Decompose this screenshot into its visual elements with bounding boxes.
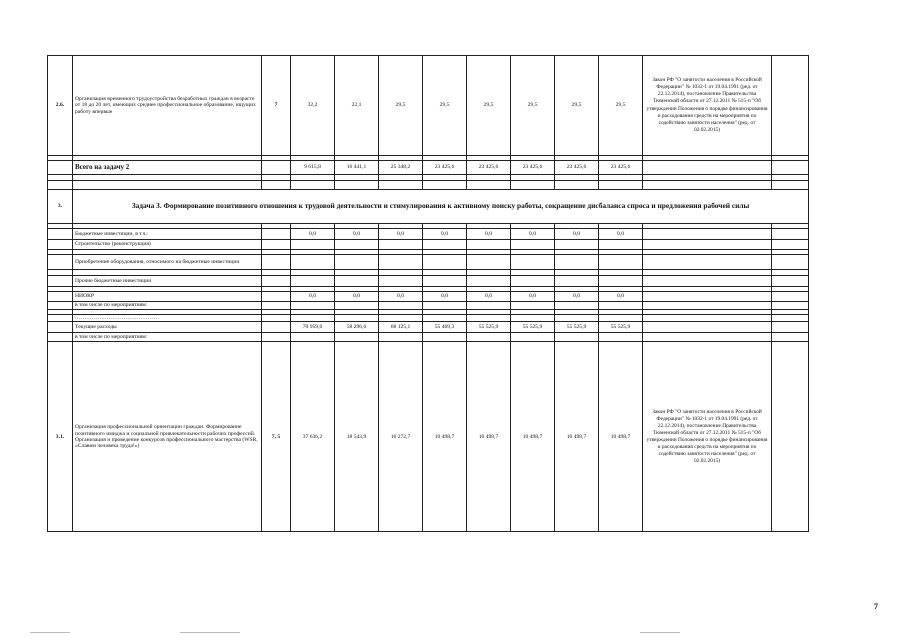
indicator-code-cell (262, 315, 291, 322)
value-cell: 10 498,7 (423, 342, 467, 532)
value-cell (291, 240, 335, 250)
table-row-other_inv (48, 276, 809, 287)
value-cell: 58 296,6 (335, 322, 379, 333)
value-cell: 55 525,9 (555, 322, 599, 333)
value-cell: 0,0 (511, 229, 555, 240)
table-row-construction (48, 240, 809, 250)
value-cell (335, 255, 379, 270)
indicator-code-cell (262, 161, 291, 175)
value-cell (291, 333, 335, 342)
row-number-cell (48, 322, 73, 333)
value-cell: 10 498,7 (467, 342, 511, 532)
empty-cell (291, 181, 335, 190)
legal-basis-cell (643, 229, 772, 240)
value-cell (467, 276, 511, 287)
row-label-cell: Текущие расходы (73, 322, 262, 333)
row-number-cell: 3. (48, 190, 73, 224)
value-cell (379, 276, 423, 287)
row-number-cell (48, 161, 73, 175)
table-row-r31 (48, 342, 809, 532)
value-cell: 10 498,7 (511, 342, 555, 532)
value-cell: 10 498,7 (599, 342, 643, 532)
row-number-cell: 2.6. (48, 56, 73, 156)
value-cell (599, 333, 643, 342)
value-cell (467, 333, 511, 342)
row-label-cell: Организация временного трудоустройства безработных граждан в возрасте от 18 до 20 лет, имеющих среднее профессиональное образование, ищущих работу впервые (73, 56, 262, 156)
note-cell (772, 229, 809, 240)
legal-basis-cell (643, 161, 772, 175)
value-cell: 22,1 (335, 56, 379, 156)
value-cell: 23 425,6 (555, 161, 599, 175)
note-cell (772, 322, 809, 333)
value-cell (335, 315, 379, 322)
value-cell: 23 425,6 (511, 161, 555, 175)
value-cell (423, 276, 467, 287)
value-cell (467, 255, 511, 270)
value-cell (599, 302, 643, 310)
value-cell (291, 255, 335, 270)
note-cell (772, 333, 809, 342)
row-label-cell: НИОКР (73, 292, 262, 302)
value-cell (555, 276, 599, 287)
value-cell (423, 333, 467, 342)
value-cell: 70 959,0 (291, 322, 335, 333)
value-cell (423, 302, 467, 310)
empty-cell (423, 181, 467, 190)
value-cell (555, 302, 599, 310)
empty-cell (555, 181, 599, 190)
indicator-code-cell (262, 229, 291, 240)
scan-edge-line (180, 632, 240, 633)
indicator-code-cell (262, 240, 291, 250)
value-cell (511, 276, 555, 287)
program-table (47, 55, 809, 532)
legal-basis-cell: Закон РФ "О занятости населения в Российской Федерации" № 1032-1 от 19.04.1991 (ред. от 22.12.2014), постановление Правительства Тюменской области от 27.12.2011 № 515-п "Об утверждении Положения о порядке финансирования и расходования средств на мероприятия по содействию занятости населения" (ред. от 02.02.2015) (643, 56, 772, 156)
value-cell (291, 302, 335, 310)
value-cell (555, 333, 599, 342)
indicator-code-cell: 7, 5 (262, 342, 291, 532)
note-cell (772, 276, 809, 287)
indicator-code-cell: 7 (262, 56, 291, 156)
scan-edge-line (30, 632, 70, 633)
legal-basis-cell (643, 315, 772, 322)
row-number-cell (48, 292, 73, 302)
value-cell (599, 240, 643, 250)
value-cell (555, 255, 599, 270)
value-cell (511, 302, 555, 310)
value-cell: 37 636,2 (291, 342, 335, 532)
value-cell (335, 333, 379, 342)
row-label-cell: Организация профессиональной ориентации граждан. Формирование позитивного имиджа и социальной привлекательности рабочих профессий. Организация и проведение конкурсов профессионального мастерства (WSR, «Славим человека труда!») (73, 342, 262, 532)
note-cell (772, 342, 809, 532)
value-cell: 0,0 (335, 229, 379, 240)
empty-cell (335, 181, 379, 190)
table-row-equipment (48, 255, 809, 270)
row-label-cell: в том числе по мероприятиям: (73, 333, 262, 342)
value-cell (379, 302, 423, 310)
note-cell (772, 302, 809, 310)
value-cell (291, 276, 335, 287)
row-label-cell: в том числе по мероприятиям: (73, 302, 262, 310)
legal-basis-cell (643, 255, 772, 270)
value-cell: 0,0 (423, 292, 467, 302)
value-cell: 0,0 (599, 292, 643, 302)
value-cell (511, 315, 555, 322)
empty-cell (467, 181, 511, 190)
legal-basis-cell (643, 322, 772, 333)
value-cell (423, 255, 467, 270)
indicator-code-cell (262, 302, 291, 310)
value-cell: 55 525,9 (599, 322, 643, 333)
value-cell: 0,0 (379, 229, 423, 240)
value-cell: 29,5 (467, 56, 511, 156)
value-cell (555, 315, 599, 322)
value-cell: 16 272,7 (379, 342, 423, 532)
value-cell: 25 348,2 (379, 161, 423, 175)
value-cell (379, 333, 423, 342)
row-number-cell (48, 276, 73, 287)
value-cell (379, 255, 423, 270)
task-heading-cell: Задача 3. Формирование позитивного отношения к трудовой деятельности и стимулирования к активному поиску работы, сокращение дисбаланса спроса и предложения рабочей силы (73, 190, 809, 224)
value-cell: 29,5 (379, 56, 423, 156)
empty-cell (772, 181, 809, 190)
value-cell (467, 302, 511, 310)
table-row-r26 (48, 56, 809, 156)
row-label-cell: Бюджетные инвестиции, в т.ч.: (73, 229, 262, 240)
scan-edge-line (640, 632, 680, 633)
value-cell: 0,0 (335, 292, 379, 302)
value-cell: 55 525,9 (467, 322, 511, 333)
value-cell (467, 315, 511, 322)
value-cell: 29,5 (599, 56, 643, 156)
value-cell: 55 525,9 (511, 322, 555, 333)
row-number-cell (48, 255, 73, 270)
legal-basis-cell: Закон РФ "О занятости населения в Российской Федерации" № 1032-1 от 19.04.1991 (ред. от 22.12.2014), постановление Правительства Тюменской области от 27.12.2011 № 515-п "Об утверждении Положения о порядке финансирования и расходования средств на мероприятия по содействию занятости населения" (ред. от 02.02.2015) (643, 342, 772, 532)
legal-basis-cell (643, 302, 772, 310)
row-label-cell: Строительство (реконструкция) (73, 240, 262, 250)
value-cell (379, 240, 423, 250)
table-row-budget (48, 229, 809, 240)
note-cell (772, 292, 809, 302)
value-cell (555, 240, 599, 250)
value-cell: 10 498,7 (555, 342, 599, 532)
value-cell: 0,0 (467, 292, 511, 302)
indicator-code-cell (262, 255, 291, 270)
value-cell (599, 276, 643, 287)
value-cell (335, 302, 379, 310)
program-table-page (47, 55, 808, 577)
table-row-niokr (48, 292, 809, 302)
value-cell: 32,2 (291, 56, 335, 156)
table-row-empty (48, 181, 809, 190)
value-cell: 0,0 (379, 292, 423, 302)
table-row-total2 (48, 161, 809, 175)
legal-basis-cell (643, 333, 772, 342)
value-cell (467, 240, 511, 250)
row-number-cell (48, 240, 73, 250)
value-cell: 0,0 (291, 292, 335, 302)
row-number-cell (48, 302, 73, 310)
value-cell: 23 425,6 (599, 161, 643, 175)
legal-basis-cell (643, 276, 772, 287)
empty-cell (599, 181, 643, 190)
empty-cell (48, 181, 73, 190)
empty-cell (262, 181, 291, 190)
value-cell: 16 441,1 (335, 161, 379, 175)
value-cell (423, 240, 467, 250)
value-cell: 0,0 (555, 292, 599, 302)
indicator-code-cell (262, 333, 291, 342)
indicator-code-cell (262, 322, 291, 333)
value-cell: 55 469,3 (423, 322, 467, 333)
value-cell (511, 240, 555, 250)
row-number-cell (48, 315, 73, 322)
note-cell (772, 240, 809, 250)
value-cell: 0,0 (599, 229, 643, 240)
indicator-code-cell (262, 292, 291, 302)
row-label-cell: Приобретение оборудования, относимого на бюджетные инвестиции (73, 255, 262, 270)
value-cell: 0,0 (511, 292, 555, 302)
value-cell: 68 125,1 (379, 322, 423, 333)
row-label-cell: Всего на задачу 2 (73, 161, 262, 175)
table-row-dots (48, 315, 809, 322)
value-cell: 29,5 (511, 56, 555, 156)
note-cell (772, 315, 809, 322)
empty-cell (379, 181, 423, 190)
note-cell (772, 56, 809, 156)
page-number: 7 (874, 602, 878, 611)
value-cell (291, 315, 335, 322)
row-label-cell: Прочие бюджетные инвестиции (73, 276, 262, 287)
value-cell (511, 255, 555, 270)
legal-basis-cell (643, 240, 772, 250)
value-cell: 23 425,6 (467, 161, 511, 175)
indicator-code-cell (262, 276, 291, 287)
value-cell (599, 255, 643, 270)
table-row-current (48, 322, 809, 333)
empty-cell (511, 181, 555, 190)
value-cell (379, 315, 423, 322)
row-number-cell: 3.1. (48, 342, 73, 532)
table-row-task3 (48, 190, 809, 224)
note-cell (772, 255, 809, 270)
value-cell (423, 315, 467, 322)
value-cell: 0,0 (555, 229, 599, 240)
value-cell: 23 425,6 (423, 161, 467, 175)
value-cell (335, 240, 379, 250)
table-row-incl1 (48, 302, 809, 310)
value-cell: 0,0 (467, 229, 511, 240)
value-cell (599, 315, 643, 322)
value-cell (511, 333, 555, 342)
empty-cell (643, 181, 772, 190)
value-cell: 29,5 (423, 56, 467, 156)
value-cell: 9 615,8 (291, 161, 335, 175)
value-cell: 0,0 (291, 229, 335, 240)
empty-cell (73, 181, 262, 190)
row-label-cell: ……………………………………… (73, 315, 262, 322)
value-cell (335, 276, 379, 287)
note-cell (772, 161, 809, 175)
table-row-incl2 (48, 333, 809, 342)
value-cell: 0,0 (423, 229, 467, 240)
value-cell: 29,5 (555, 56, 599, 156)
row-number-cell (48, 333, 73, 342)
row-number-cell (48, 229, 73, 240)
legal-basis-cell (643, 292, 772, 302)
value-cell: 18 543,9 (335, 342, 379, 532)
